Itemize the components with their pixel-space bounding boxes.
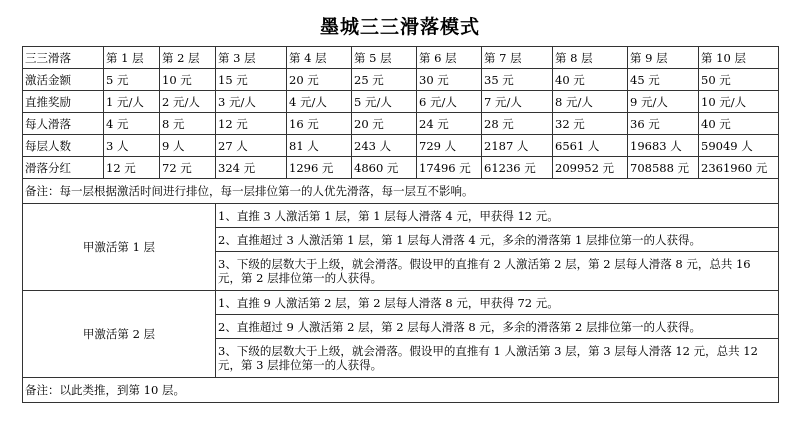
table-cell: 25 元 xyxy=(352,69,417,91)
table-cell: 15 元 xyxy=(216,69,287,91)
table-cell: 16 元 xyxy=(287,113,352,135)
table-cell: 30 元 xyxy=(417,69,482,91)
table-cell: 2361960 元 xyxy=(699,157,779,179)
example-line: 2、直推超过 3 人激活第 1 层，第 1 层每人滑落 4 元，多余的滑落第 1 层排位第一的人获得。 xyxy=(216,228,779,252)
header-cell: 三三滑落 xyxy=(23,47,104,69)
table-cell: 3 元/人 xyxy=(216,91,287,113)
table-cell: 5 元/人 xyxy=(352,91,417,113)
table-cell: 36 元 xyxy=(628,113,699,135)
header-cell: 第 5 层 xyxy=(352,47,417,69)
table-cell: 209952 元 xyxy=(553,157,628,179)
example-line: 1、直推 9 人激活第 2 层，第 2 层每人滑落 8 元，甲获得 72 元。 xyxy=(216,291,779,315)
table-cell: 59049 人 xyxy=(699,135,779,157)
table-cell: 40 元 xyxy=(553,69,628,91)
table-cell: 9 人 xyxy=(160,135,216,157)
table-cell: 4 元/人 xyxy=(287,91,352,113)
example-line: 3、下级的层数大于上级，就会滑落。假设甲的直推有 2 人激活第 2 层，第 2 层每人滑落 8 元，总共 16 元，第 2 层排位第一的人获得。 xyxy=(216,252,779,291)
table-row xyxy=(23,157,779,179)
table-cell: 1 元/人 xyxy=(104,91,160,113)
table-cell: 729 人 xyxy=(417,135,482,157)
table-cell: 12 元 xyxy=(104,157,160,179)
table-cell: 50 元 xyxy=(699,69,779,91)
header-cell: 第 3 层 xyxy=(216,47,287,69)
table-cell: 12 元 xyxy=(216,113,287,135)
example-label: 甲激活第 2 层 xyxy=(23,291,216,378)
row-label: 滑落分红 xyxy=(23,157,104,179)
table-cell: 6 元/人 xyxy=(417,91,482,113)
header-cell: 第 9 层 xyxy=(628,47,699,69)
table-cell: 1296 元 xyxy=(287,157,352,179)
header-cell: 第 2 层 xyxy=(160,47,216,69)
table-row xyxy=(23,113,779,135)
example-line: 2、直推超过 9 人激活第 2 层，第 2 层每人滑落 8 元，多余的滑落第 2 层排位第一的人获得。 xyxy=(216,315,779,339)
table-cell: 10 元/人 xyxy=(699,91,779,113)
table-cell: 27 人 xyxy=(216,135,287,157)
example-row xyxy=(23,291,779,315)
table-cell: 9 元/人 xyxy=(628,91,699,113)
table-cell: 8 元/人 xyxy=(553,91,628,113)
header-cell: 第 4 层 xyxy=(287,47,352,69)
example-line: 1、直推 3 人激活第 1 层，第 1 层每人滑落 4 元，甲获得 12 元。 xyxy=(216,204,779,228)
table-cell: 4860 元 xyxy=(352,157,417,179)
table-cell: 72 元 xyxy=(160,157,216,179)
table-cell: 40 元 xyxy=(699,113,779,135)
row-label: 每人滑落 xyxy=(23,113,104,135)
page-title: 墨城三三滑落模式 xyxy=(319,16,480,38)
table-cell: 2 元/人 xyxy=(160,91,216,113)
note-text: 备注：以此类推，到第 10 层。 xyxy=(23,378,779,403)
table-cell: 324 元 xyxy=(216,157,287,179)
row-label: 直推奖励 xyxy=(23,91,104,113)
table-cell: 81 人 xyxy=(287,135,352,157)
table-cell: 35 元 xyxy=(482,69,553,91)
table-cell: 28 元 xyxy=(482,113,553,135)
note-row xyxy=(23,179,779,204)
table-cell: 61236 元 xyxy=(482,157,553,179)
row-label: 激活金额 xyxy=(23,69,104,91)
header-cell: 第 1 层 xyxy=(104,47,160,69)
slide-mode-table xyxy=(22,46,779,403)
example-line: 3、下级的层数大于上级，就会滑落。假设甲的直推有 1 人激活第 3 层，第 3 层每人滑落 12 元，总共 12 元，第 3 层排位第一的人获得。 xyxy=(216,339,779,378)
header-cell: 第 7 层 xyxy=(482,47,553,69)
table-cell: 3 人 xyxy=(104,135,160,157)
header-cell: 第 6 层 xyxy=(417,47,482,69)
table-cell: 20 元 xyxy=(352,113,417,135)
table-cell: 8 元 xyxy=(160,113,216,135)
table-cell: 24 元 xyxy=(417,113,482,135)
header-cell: 第 8 层 xyxy=(553,47,628,69)
table-row xyxy=(23,91,779,113)
header-row xyxy=(23,47,779,69)
table-cell: 10 元 xyxy=(160,69,216,91)
note-text: 备注：每一层根据激活时间进行排位，每一层排位第一的人优先滑落，每一层互不影响。 xyxy=(23,179,779,204)
table-cell: 17496 元 xyxy=(417,157,482,179)
table-cell: 45 元 xyxy=(628,69,699,91)
table-cell: 7 元/人 xyxy=(482,91,553,113)
table-row xyxy=(23,69,779,91)
table-cell: 243 人 xyxy=(352,135,417,157)
table-cell: 19683 人 xyxy=(628,135,699,157)
table-cell: 4 元 xyxy=(104,113,160,135)
table-cell: 708588 元 xyxy=(628,157,699,179)
note-row xyxy=(23,378,779,403)
table-row xyxy=(23,135,779,157)
table-cell: 2187 人 xyxy=(482,135,553,157)
table-cell: 32 元 xyxy=(553,113,628,135)
header-cell: 第 10 层 xyxy=(699,47,779,69)
table-cell: 20 元 xyxy=(287,69,352,91)
row-label: 每层人数 xyxy=(23,135,104,157)
example-label: 甲激活第 1 层 xyxy=(23,204,216,291)
table-cell: 6561 人 xyxy=(553,135,628,157)
table-cell: 5 元 xyxy=(104,69,160,91)
example-row xyxy=(23,204,779,228)
